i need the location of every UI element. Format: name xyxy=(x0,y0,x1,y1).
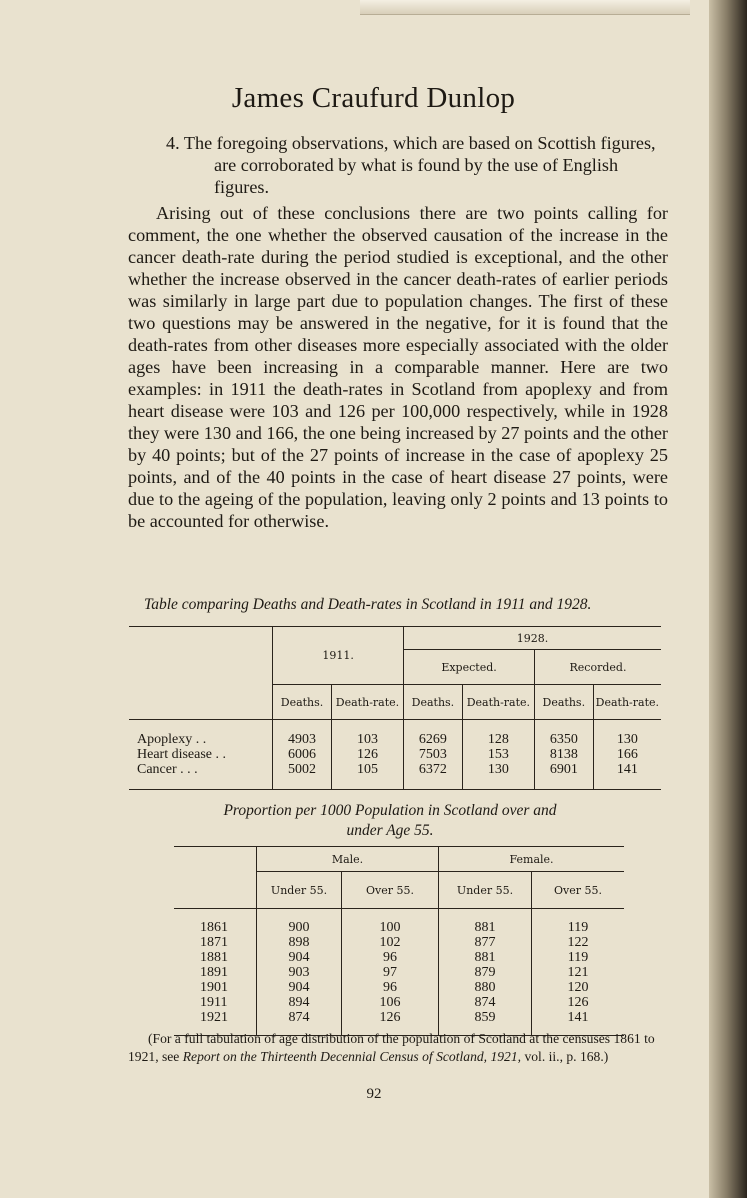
table1-col-rate: Death-rate. xyxy=(593,685,661,720)
cell: 4903 xyxy=(288,732,317,747)
cell: 166 xyxy=(616,747,638,762)
table1-col-rate: Death-rate. xyxy=(462,685,534,720)
table2-male-header: Male. xyxy=(257,847,439,872)
cell: 141 xyxy=(567,1009,589,1025)
footnote-report-title: Report on the Thirteenth Decennial Census of Scotland, 1921, xyxy=(182,1049,522,1064)
cell: 1911 xyxy=(200,995,228,1010)
table2-stub-header xyxy=(174,847,257,909)
cell: 877 xyxy=(474,934,496,950)
cell: 102 xyxy=(379,934,401,950)
cell: 879 xyxy=(474,964,496,980)
population-table xyxy=(174,846,624,1036)
table2-male-under xyxy=(257,909,342,1036)
cell: 6269 xyxy=(418,732,447,747)
table2-male-over xyxy=(342,909,439,1036)
cell: 1871 xyxy=(200,935,228,950)
table2-col-female-under: Under 55. xyxy=(439,872,532,909)
table1-label-cancer: Cancer . . . xyxy=(137,762,198,777)
cell: 900 xyxy=(288,919,310,935)
cell: 8138 xyxy=(549,747,578,762)
cell: 1881 xyxy=(200,950,228,965)
table1-year-1928: 1928. xyxy=(404,627,661,650)
cell: 126 xyxy=(379,1009,401,1025)
cell: 6350 xyxy=(549,732,578,747)
cell: 881 xyxy=(474,919,496,935)
table2-col-male-over: Over 55. xyxy=(342,872,439,909)
cell: 894 xyxy=(288,994,310,1010)
table2-years xyxy=(174,909,257,1036)
cell: 103 xyxy=(356,732,378,747)
cell: 898 xyxy=(288,934,310,950)
table1-expected-header: Expected. xyxy=(404,650,535,685)
table2-col-female-over: Over 55. xyxy=(532,872,625,909)
table2-female-header: Female. xyxy=(439,847,625,872)
cell: 7503 xyxy=(418,747,447,762)
cell: 6901 xyxy=(549,762,578,777)
cell: 904 xyxy=(288,949,310,965)
paragraph: Arising out of these conclusions there are two points calling for comment, the one whether the observed causation of the increase in the cancer death-rate during the period studied is exceptional, and the other whether the increase observed in the cancer death-rates of earlier periods was similarly in large part due to population changes. The first of these two questions may be answered in the negative, for it is found that the death-rates from other diseases more especially associated with the older ages have been increasing in a comparable manner. Here are two examples: in 1911 the death-rates in Scotland from apoplexy and from heart disease were 103 and 126 per 100,000 respectively, while in 1928 they were 130 and 166, the one being increased by 27 points and the other by 40 points; but of the 27 points of increase in the case of apoplexy 25 points, and of the 40 points in the case of heart disease 27 points, were due to the ageing of the population, leaving only 2 points and 13 points to be accounted for otherwise. xyxy=(128,203,668,531)
cell: 119 xyxy=(567,919,589,935)
body-text xyxy=(128,132,668,532)
numbered-item xyxy=(128,132,668,198)
cell: 105 xyxy=(356,762,378,777)
cell: 128 xyxy=(487,732,509,747)
table1-recorded-header: Recorded. xyxy=(534,650,661,685)
table1-col-deaths: Deaths. xyxy=(404,685,463,720)
cell: 904 xyxy=(288,979,310,995)
table1-col-deaths: Deaths. xyxy=(534,685,593,720)
deaths-table xyxy=(129,626,661,790)
cell: 130 xyxy=(487,762,509,777)
table1-deaths-recorded xyxy=(534,720,593,790)
table1-rate-expected xyxy=(462,720,534,790)
page-number: 92 xyxy=(366,1086,382,1102)
table1-label-apoplexy: Apoplexy . . xyxy=(137,732,207,747)
cell: 874 xyxy=(474,994,496,1010)
cell: 126 xyxy=(567,994,589,1010)
cell: 6006 xyxy=(288,747,317,762)
cell: 126 xyxy=(356,747,378,762)
table1-stub-header xyxy=(129,627,273,720)
table2-caption-line2: under Age 55. xyxy=(346,822,434,839)
cell: 1901 xyxy=(200,980,228,995)
item-text: The foregoing observations, which are based on Scottish figures, are corroborated by what is found by the use of English figures. xyxy=(183,133,656,197)
footnote xyxy=(128,1030,668,1066)
cell: 1861 xyxy=(200,920,228,935)
table1-row-labels xyxy=(129,720,273,790)
cell: 96 xyxy=(383,979,397,995)
table1-deaths-expected xyxy=(404,720,463,790)
table2-female-under xyxy=(439,909,532,1036)
book-spine-shadow xyxy=(709,0,747,1198)
footnote-text: (For a full tabulation of age distribution of the population of Scotland at the censuses 1861 to 1921, see xyxy=(128,1031,655,1064)
cell: 100 xyxy=(379,919,401,935)
cell: 106 xyxy=(379,994,401,1010)
cell: 1891 xyxy=(200,965,228,980)
cell: 96 xyxy=(383,949,397,965)
cell: 903 xyxy=(288,964,310,980)
item-number: 4. xyxy=(166,133,180,153)
table2-female-over xyxy=(532,909,625,1036)
cell: 874 xyxy=(288,1009,310,1025)
cell: 859 xyxy=(474,1009,496,1025)
table2-col-male-under: Under 55. xyxy=(257,872,342,909)
table1-rate-1911 xyxy=(331,720,403,790)
cell: 153 xyxy=(487,747,509,762)
cell: 121 xyxy=(567,964,589,980)
cell: 6372 xyxy=(418,762,447,777)
cell: 5002 xyxy=(288,762,317,777)
table1-col-deaths: Deaths. xyxy=(273,685,332,720)
cell: 1921 xyxy=(200,1010,228,1025)
table1-col-rate: Death-rate. xyxy=(331,685,403,720)
table1-label-heart: Heart disease . . xyxy=(137,747,227,762)
cell: 122 xyxy=(567,934,589,950)
cell: 119 xyxy=(567,949,589,965)
table1-year-1911: 1911. xyxy=(273,627,404,685)
table1-rate-recorded xyxy=(593,720,661,790)
table1-caption: Table comparing Deaths and Death-rates in Scotland in 1911 and 1928. xyxy=(144,596,592,613)
cell: 120 xyxy=(567,979,589,995)
cell: 97 xyxy=(383,964,397,980)
table2-caption xyxy=(150,801,630,841)
cell: 141 xyxy=(616,762,638,777)
cell: 130 xyxy=(616,732,638,747)
cell: 880 xyxy=(474,979,496,995)
footnote-reference: vol. ii., p. 168.) xyxy=(521,1049,609,1064)
running-head: James Craufurd Dunlop xyxy=(231,82,516,114)
cell: 881 xyxy=(474,949,496,965)
table1-deaths-1911 xyxy=(273,720,332,790)
table2-caption-line1: Proportion per 1000 Population in Scotland over and xyxy=(223,802,557,819)
